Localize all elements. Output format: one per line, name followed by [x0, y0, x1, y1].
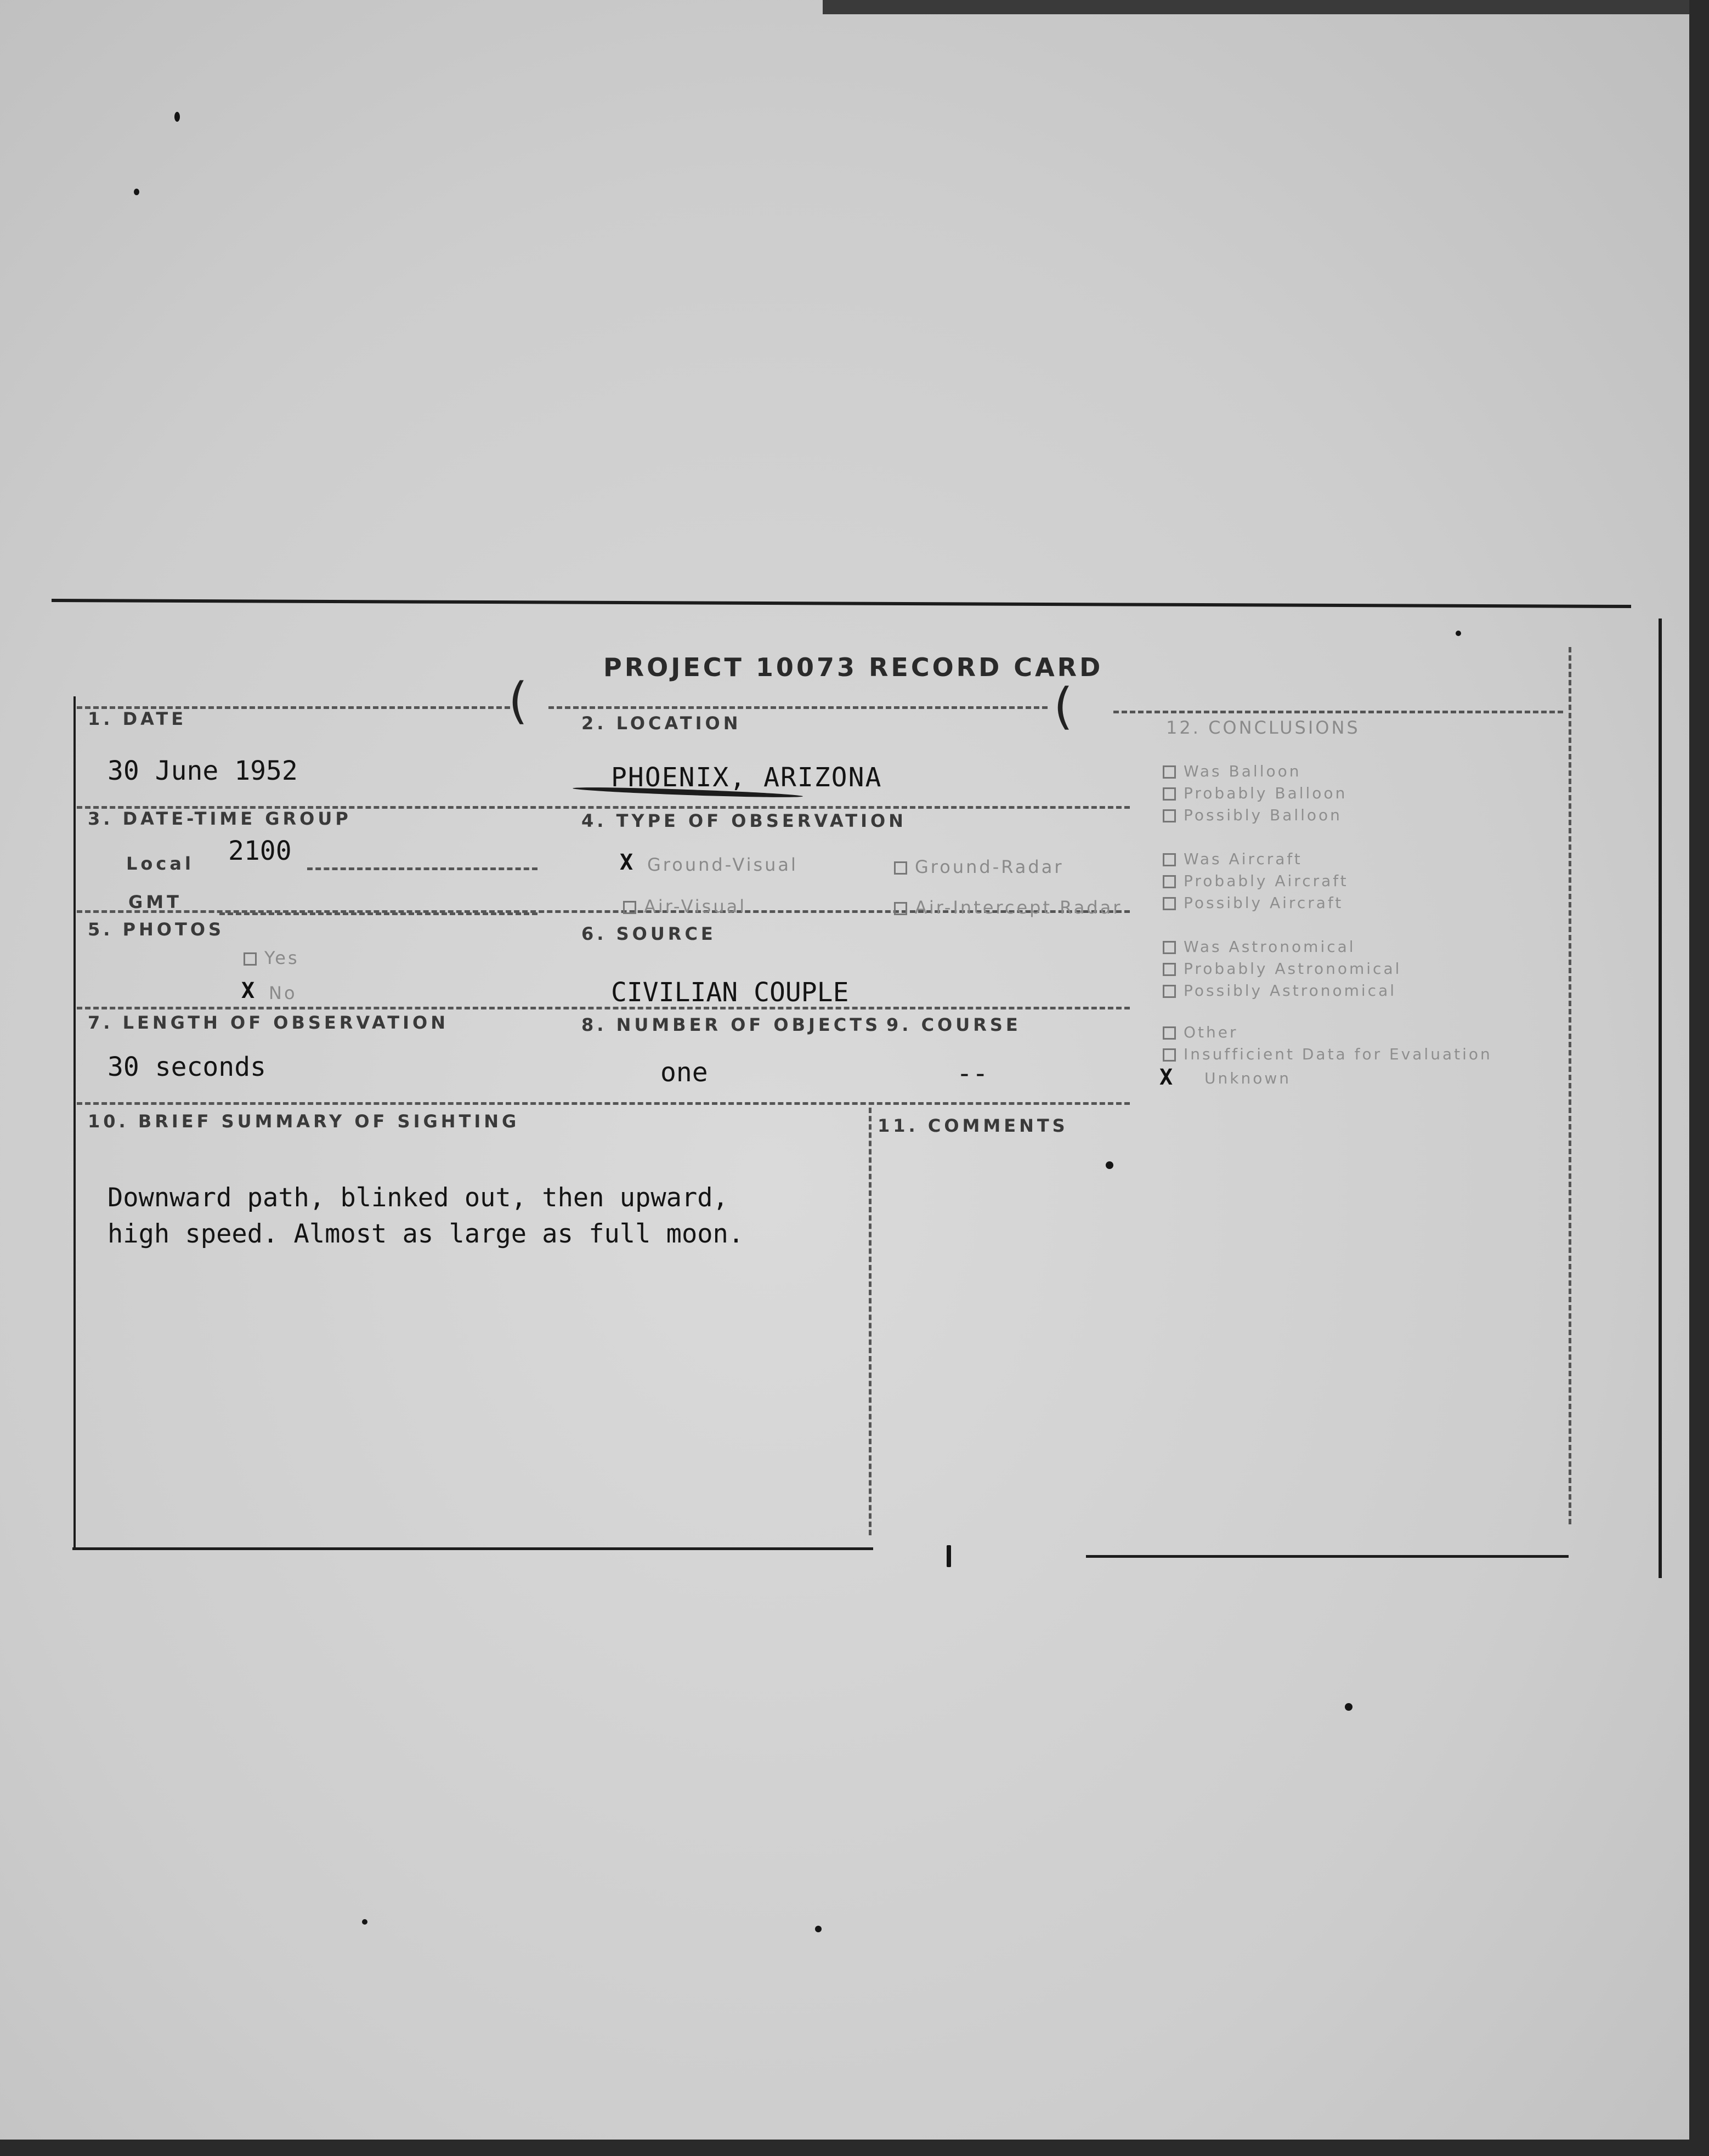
photos-yes-option: Yes [244, 947, 299, 968]
date-time-group-label: 3. DATE-TIME GROUP [88, 808, 352, 829]
photos-label: 5. PHOTOS [88, 919, 225, 940]
card-right-inner-border [1569, 647, 1571, 1524]
length-of-observation-label: 7. LENGTH OF OBSERVATION [88, 1012, 449, 1033]
brief-summary-label: 10. BRIEF SUMMARY OF SIGHTING [88, 1111, 520, 1132]
conclusion-checkbox [1163, 765, 1176, 779]
conclusion-checkbox [1163, 875, 1176, 888]
ground-visual-checkmark: X [620, 850, 633, 875]
conclusion-option-checked: Unknown [1204, 1069, 1291, 1087]
conclusion-option: Possibly Aircraft [1163, 894, 1343, 912]
air-intercept-radar-checkbox [894, 902, 907, 915]
conclusion-checkbox [1163, 897, 1176, 910]
summary-line-2: high speed. Almost as large as full moon. [107, 1219, 744, 1249]
paren-mark: ( [1048, 678, 1078, 735]
card-bottom-border-right [1086, 1555, 1569, 1558]
course-label: 9. COURSE [886, 1014, 1021, 1035]
course-value: -- [957, 1058, 988, 1089]
card-left-border [73, 696, 76, 1547]
conclusion-checkbox [1163, 787, 1176, 801]
conclusion-option: Other [1163, 1023, 1238, 1041]
conclusion-checkbox [1163, 1026, 1176, 1040]
conclusion-option: Possibly Balloon [1163, 806, 1342, 824]
conclusion-option: Probably Aircraft [1163, 872, 1349, 890]
ground-radar-option: Ground-Radar [894, 856, 1063, 877]
conclusions-label: 12. CONCLUSIONS [1166, 717, 1360, 738]
row-divider [77, 1007, 1130, 1009]
header-divider [548, 706, 1048, 709]
photos-no-checkmark: X [241, 978, 255, 1003]
card-right-border [1659, 619, 1662, 1578]
conclusion-checkbox [1163, 941, 1176, 954]
conclusion-option: Was Balloon [1163, 762, 1301, 780]
type-of-observation-label: 4. TYPE OF OBSERVATION [581, 810, 907, 831]
conclusion-checkbox [1163, 985, 1176, 998]
gmt-label: GMT [128, 892, 182, 912]
conclusion-checkbox [1163, 963, 1176, 976]
conclusion-checkbox [1163, 853, 1176, 866]
card-top-border [52, 599, 1631, 608]
header-divider [1113, 711, 1563, 713]
row-divider [77, 1102, 1130, 1105]
conclusion-unknown-checkmark: X [1159, 1065, 1173, 1090]
conclusion-checkbox [1163, 809, 1176, 822]
number-of-objects-value: one [660, 1057, 708, 1088]
air-intercept-radar-option: Air-Intercept Radar [894, 897, 1122, 918]
number-of-objects-label: 8. NUMBER OF OBJECTS [581, 1014, 881, 1035]
ground-visual-option: Ground-Visual [647, 854, 798, 875]
column-divider [869, 1108, 872, 1535]
card-bottom-border [72, 1547, 873, 1550]
location-value: PHOENIX, ARIZONA [611, 762, 882, 793]
conclusion-option: Probably Astronomical [1163, 960, 1401, 978]
location-label: 2. LOCATION [581, 713, 742, 734]
conclusion-option: Possibly Astronomical [1163, 981, 1396, 1000]
conclusion-option: Was Astronomical [1163, 938, 1356, 956]
conclusion-option: Was Aircraft [1163, 850, 1303, 868]
conclusion-option: Insufficient Data for Evaluation [1163, 1045, 1492, 1063]
source-label: 6. SOURCE [581, 923, 716, 944]
paren-mark: ( [502, 672, 533, 730]
air-visual-option: Air-Visual [623, 896, 746, 917]
gmt-underline [219, 912, 537, 915]
conclusion-checkbox [1163, 1048, 1176, 1062]
length-of-observation-value: 30 seconds [107, 1052, 266, 1082]
summary-line-1: Downward path, blinked out, then upward, [107, 1183, 728, 1213]
local-label: Local [126, 853, 194, 874]
conclusion-option: Probably Balloon [1163, 784, 1347, 802]
air-visual-checkbox [623, 901, 636, 914]
date-value: 30 June 1952 [107, 756, 298, 786]
source-value: CIVILIAN COUPLE [611, 977, 849, 1008]
photos-yes-checkbox [244, 952, 257, 966]
local-time-underline [307, 867, 537, 870]
card-title: PROJECT 10073 RECORD CARD [603, 653, 1104, 682]
comments-label: 11. COMMENTS [878, 1115, 1068, 1136]
photos-no-option: No [269, 983, 297, 1003]
date-label: 1. DATE [88, 708, 187, 729]
local-time-value: 2100 [228, 836, 292, 866]
brief-summary-text [107, 1180, 744, 1252]
ground-radar-checkbox [894, 861, 907, 875]
